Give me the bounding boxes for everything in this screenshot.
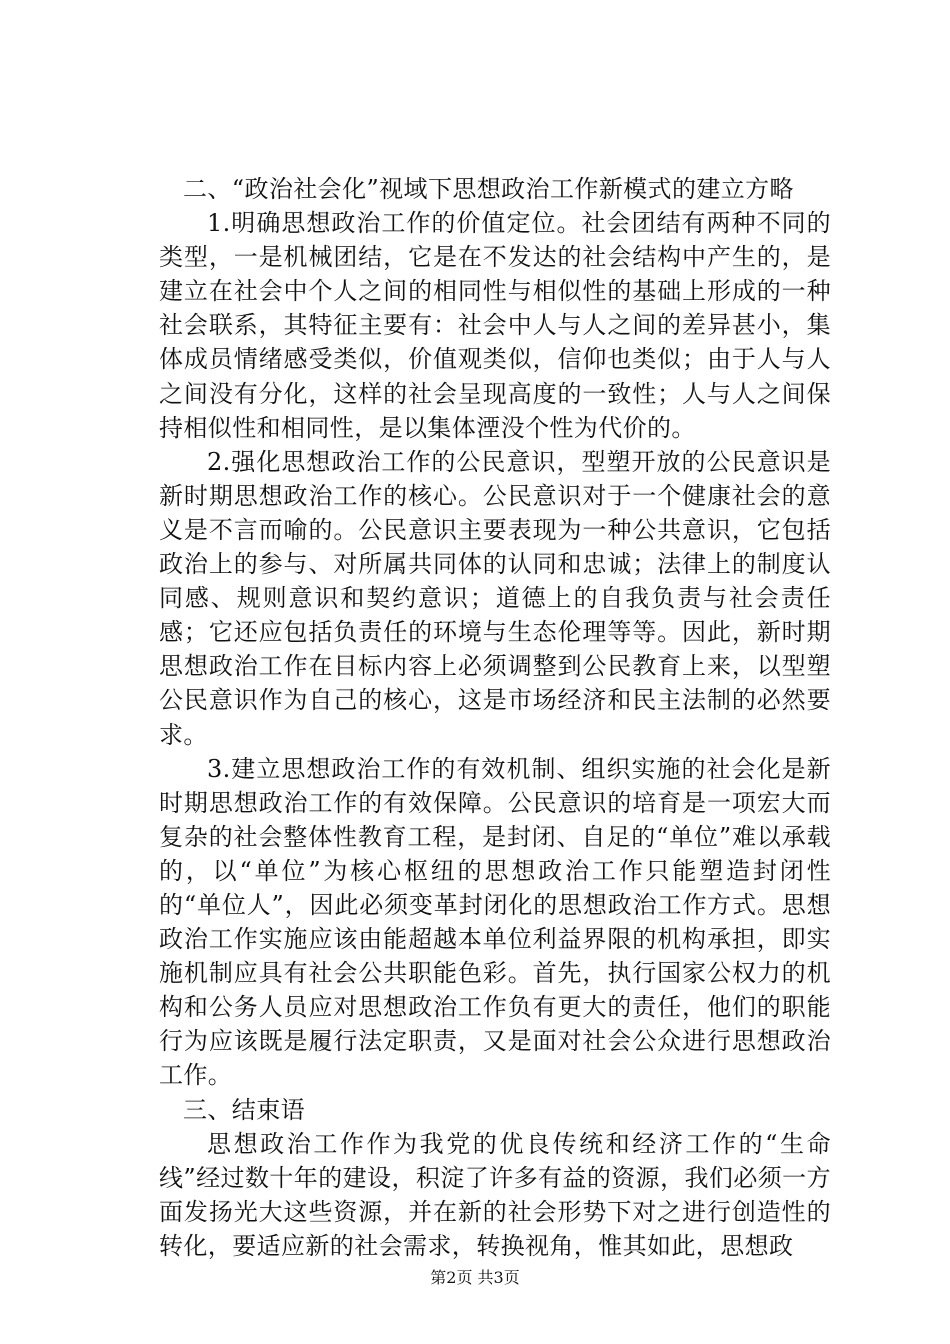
paragraph-value-orientation: 1.明确思想政治工作的价值定位。社会团结有两种不同的类型，一是机械团结，它是在不发达的社会结构中产生的，是建立在社会中个人之间的相同性与相似性的基础上形成的一种社会联系，其特征主要有：社会中人与人之间的差异甚小，集体成员情绪感受类似，价值观类似，信仰也类似；由于人与人之间没有分化，这样的社会呈现高度的一致性；人与人之间保持相似性和相同性，是以集体湮没个性为代价的。 xyxy=(159,209,831,442)
page-number-footer: 第2页 共3页 xyxy=(430,1268,520,1287)
paragraph-effective-mechanism: 3.建立思想政治工作的有效机制、组织实施的社会化是新时期思想政治工作的有效保障。公民意识的培育是一项宏大而复杂的社会整体性教育工程，是封闭、自足的“单位”难以承载的，以“单位”为核心枢纽的思想政治工作只能塑造封闭性的“单位人”，因此必须变革封闭化的思想政治工作方式。思想政治工作实施应该由能超越本单位利益界限的机构承担，即实施机制应具有社会公共职能色彩。首先，执行国家公权力的机构和公务人员应对思想政治工作负有更大的责任，他们的职能行为应该既是履行法定职责，又是面对社会公众进行思想政治工作。 xyxy=(159,754,831,1090)
paragraph-conclusion: 思想政治工作作为我党的优良传统和经济工作的“生命线”经过数十年的建设，积淀了许多有益的资源，我们必须一方面发扬光大这些资源，并在新的社会形势下对之进行创造性的转化，要适应新的社会需求，转换视角，惟其如此，思想政 xyxy=(159,1129,831,1260)
document-body xyxy=(159,172,831,1263)
section-heading-conclusion: 三、结束语 xyxy=(183,1095,305,1124)
paragraph-civic-awareness: 2.强化思想政治工作的公民意识，型塑开放的公民意识是新时期思想政治工作的核心。公民意识对于一个健康社会的意义是不言而喻的。公民意识主要表现为一种公共意识，它包括政治上的参与、对所属共同体的认同和忠诚；法律上的制度认同感、规则意识和契约意识；道德上的自我负责与社会责任感；它还应包括负责任的环境与生态伦理等等。因此，新时期思想政治工作在目标内容上必须调整到公民教育上来，以型塑公民意识作为自己的核心，这是市场经济和民主法制的必然要求。 xyxy=(159,447,831,749)
section-heading-two: 二、“政治社会化”视域下思想政治工作新模式的建立方略 xyxy=(183,175,794,203)
